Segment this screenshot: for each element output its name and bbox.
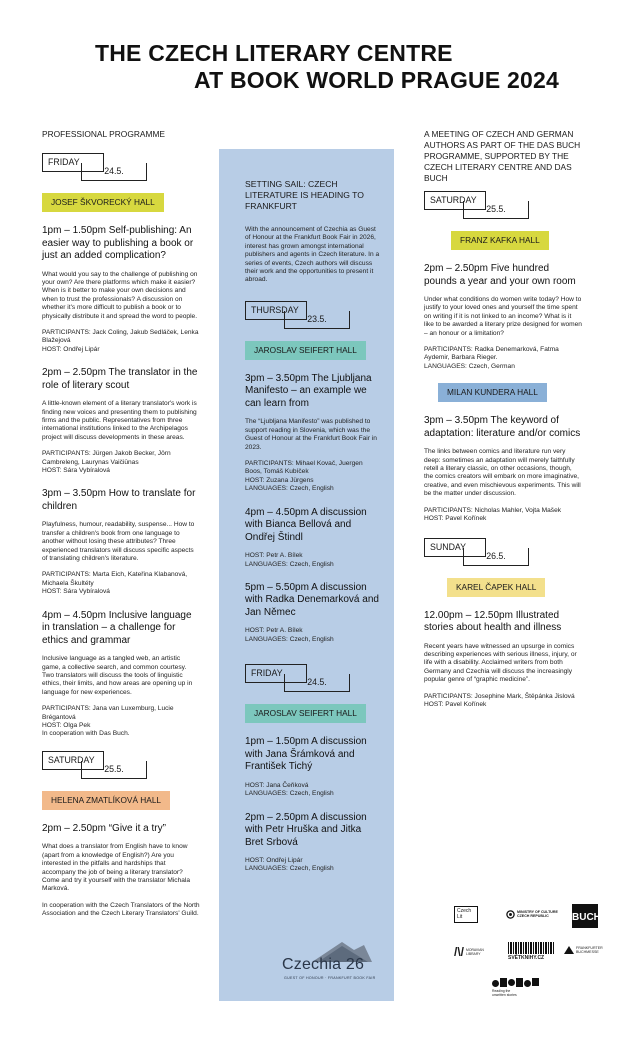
- day-name: FRIDAY: [245, 664, 307, 683]
- event-title: 2pm – 2.50pm “Give it a try”: [42, 822, 166, 834]
- event-participants: PARTICIPANTS: Radka Denemarková, Fatma Aydemir, Barbara Rieger. LANGUAGES: Czech, German: [424, 346, 559, 370]
- middle-heading: SETTING SAIL: CZECH LITERATURE IS HEADING TO FRANKFURT: [245, 179, 364, 211]
- event-item: [245, 812, 381, 874]
- day-box: [42, 153, 200, 184]
- buchmesse-mark-icon: [564, 946, 574, 954]
- event-participants: PARTICIPANTS: Marta Eich, Kateřina Klabanová, Michaela Škultéty HOST: Sára Vybíralová: [42, 571, 188, 596]
- czechia-26-logo: [272, 936, 402, 986]
- ministry-logo-text: MINISTRY OF CULTURE CZECH REPUBLIC: [517, 910, 558, 919]
- frankfurter-buchmesse-logo: [564, 946, 610, 955]
- czechia-logo-text: Czechia 26: [282, 956, 365, 973]
- event-participants: PARTICIPANTS: Nicholas Mahler, Vojta Mašek HOST: Pavel Kořínek: [424, 506, 562, 523]
- event-list: [245, 373, 381, 644]
- day-name: THURSDAY: [245, 301, 307, 320]
- event-item: [245, 507, 381, 569]
- reading-logo-text: Reading the unwritten stories: [492, 989, 517, 997]
- event-title: 2pm – 2.50pm A discussion with Petr Hruška and Jitka Bret Srbová: [245, 811, 367, 848]
- czech-lit-logo: [454, 906, 478, 923]
- event-item: [245, 373, 381, 494]
- event-participants: In cooperation with the Czech Translators of the North Association and the Czech Literary Translators' Guild.: [42, 901, 200, 918]
- event-item: [424, 263, 582, 371]
- event-description: Recent years have witnessed an upsurge in comics describing experiences with serious illness, injury, or life with a disability. Acclaimed writers from both Germany and Czechia will discuss the increasingly popular genre of “graphic medicine”.: [424, 642, 577, 684]
- event-participants: HOST: Ondřej Lipár LANGUAGES: Czech, English: [245, 857, 334, 873]
- event-title: 2pm – 2.50pm Five hundred pounds a year and your own room: [424, 263, 576, 287]
- event-item: [424, 415, 582, 523]
- day-box: [42, 751, 200, 782]
- event-participants: HOST: Jana Čeňková LANGUAGES: Czech, English: [245, 781, 334, 798]
- event-participants: HOST: Petr A. Bílek LANGUAGES: Czech, English: [245, 627, 334, 643]
- event-description: The “Ljubljana Manifesto” was published to support reading in Slovenia, which was the Guest of Honour at the Frankfurt Book Fair in 2023.: [245, 418, 377, 451]
- event-participants: PARTICIPANTS: Jana van Luxemburg, Lucie Brégantová HOST: Olga Pek In cooperation with Das Buch.: [42, 705, 174, 738]
- event-description: Under what conditions do women write today? How to justify to your loved ones and yourself the time spent on writing if it is not linked to an income? What is it like to be awarded a literary prize designed for women – an honour or a limitation?: [424, 296, 582, 337]
- day-name: SUNDAY: [424, 538, 486, 557]
- hall-label: JAROSLAV SEIFERT HALL: [245, 704, 366, 723]
- page-title-line-2: AT BOOK WORLD PRAGUE 2024: [194, 67, 559, 93]
- event-item: [42, 610, 200, 739]
- event-description: What does a translator from English have to know (apart from a knowledge of English?) Are you interested in the pitfalls and hardships that accompany the job of being a literary translator? Come and try it yourself with the translator Michala Marková.: [42, 843, 191, 893]
- event-item: [42, 367, 200, 475]
- svetknihy-logo-text: SVĚTKNIHY.CZ: [508, 955, 545, 961]
- event-title: 4pm – 4.50pm Inclusive language in translation – a challenge for ethics and grammar: [42, 609, 192, 646]
- event-item: [42, 488, 200, 596]
- day-date: 25.5.: [463, 201, 529, 219]
- event-participants: PARTICIPANTS: Jürgen Jakob Becker, Jörn Cambreleng, Laurynas Vaičiūnas HOST: Sára Vybíralová: [42, 450, 171, 474]
- event-item: [42, 225, 200, 354]
- hall-label: HELENA ZMATLÍKOVÁ HALL: [42, 791, 170, 810]
- day-date: 24.5.: [81, 163, 147, 181]
- page-title-line-1: THE CZECH LITERARY CENTRE: [95, 40, 453, 66]
- event-item: [424, 610, 582, 710]
- hall-label: JAROSLAV SEIFERT HALL: [245, 341, 366, 360]
- event-title: 3pm – 3.50pm How to translate for children: [42, 488, 196, 512]
- day-date: 23.5.: [284, 311, 350, 329]
- moravian-logo-text: MORAVIAN LIBRARY: [466, 948, 484, 956]
- ministry-of-culture-logo: [506, 910, 558, 919]
- event-title: 1pm – 1.50pm Self-publishing: An easier way to publishing a book or just an added complication?: [42, 225, 194, 261]
- event-title: 1pm – 1.50pm A discussion with Jana Šrámková and František Tichý: [245, 736, 367, 773]
- right-heading: A MEETING OF CZECH AND GERMAN AUTHORS AS PART OF THE DAS BUCH PROGRAMME, SUPPORTED BY THE CZECH LITERARY CENTRE AND DAS BUCH: [424, 129, 581, 183]
- reading-stories-logo: [492, 978, 548, 997]
- event-participants: PARTICIPANTS: Mihael Kovač, Juergen Boos, Tomáš Kubíček HOST: Zuzana Jürgens LANGUAGES: Czech, English: [245, 459, 363, 493]
- ministry-emblem-icon: [506, 910, 515, 919]
- event-description: The links between comics and literature run very deep: sometimes an adaptation will merely faithfully retell a literary classic, on other occasions, though, the comics creators will embark on more imaginative, creative, and even mischievous experiments. This will be the matter under discussion.: [424, 448, 581, 498]
- event-title: 3pm – 3.50pm The Ljubljana Manifesto – an example we can learn from: [245, 372, 372, 409]
- day-box: [424, 191, 582, 222]
- event-list: [42, 225, 200, 739]
- right-column: [424, 129, 582, 709]
- event-title: 12.00pm – 12.50pm Illustrated stories about health and illness: [424, 609, 562, 633]
- left-heading: PROFESSIONAL PROGRAMME: [42, 129, 166, 139]
- czechia-logo-subtitle: GUEST OF HONOUR · FRANKFURT BOOK FAIR: [284, 976, 376, 980]
- frankfurter-logo-text: FRANKFURTER BUCHMESSE: [576, 946, 603, 955]
- middle-intro: With the announcement of Czechia as Guest of Honour at the Frankfurt Book Fair in 2026, interest has grown amongst international publishers and agents in Czech literature. In a series of events, Czech authors will discuss their work and the opportunities to present it abroad.: [245, 226, 380, 284]
- day-box: [245, 664, 381, 695]
- event-title: 3pm – 3.50pm The keyword of adaptation: literature and/or comics: [424, 415, 581, 439]
- czech-lit-logo-text: Czech Lit: [457, 908, 472, 920]
- das-buch-logo-text: BUCH: [572, 912, 601, 923]
- hall-label: KAREL ČAPEK HALL: [447, 578, 545, 597]
- middle-column: [219, 149, 394, 1001]
- day-box: [245, 301, 381, 332]
- event-title: 2pm – 2.50pm The translator in the role of literary scout: [42, 367, 198, 391]
- moravian-mark-icon: /\/: [454, 945, 465, 959]
- event-participants: PARTICIPANTS: Jack Coling, Jakub Sedláček, Lenka Blažejová HOST: Ondřej Lipár: [42, 328, 199, 353]
- event-list: [424, 263, 582, 371]
- day-name: SATURDAY: [424, 191, 486, 210]
- event-list: [42, 823, 200, 919]
- event-participants: HOST: Petr A. Bílek LANGUAGES: Czech, English: [245, 552, 334, 568]
- svetknihy-logo: [508, 942, 554, 961]
- day-box: [424, 538, 582, 569]
- event-item: [245, 582, 381, 644]
- hall-label: MILAN KUNDERA HALL: [438, 383, 547, 402]
- das-buch-logo: [572, 904, 601, 928]
- event-list: [424, 610, 582, 710]
- day-name: FRIDAY: [42, 153, 104, 172]
- day-date: 24.5.: [284, 674, 350, 692]
- event-description: A little-known element of a literary translator's work is finding new voices and presenting them to publishing firms and the public. Representatives from three international institutions linked to the Archipelagos project will discuss developments in these areas.: [42, 400, 197, 441]
- event-item: [245, 736, 381, 798]
- event-title: 5pm – 5.50pm A discussion with Radka Denemarková and Jan Němec: [245, 581, 379, 618]
- hall-label: FRANZ KAFKA HALL: [451, 231, 549, 250]
- event-list: [424, 415, 582, 523]
- sponsor-logos: [452, 904, 612, 1004]
- barcode-icon: [508, 942, 554, 954]
- event-title: 4pm – 4.50pm A discussion with Bianca Bellová and Ondřej Štindl: [245, 506, 367, 543]
- event-description: Inclusive language as a tangled web, an artistic game, a collective search, and common courtesy. Two translators will discuss the tools of linguistic ethics, their limits, and how areas are opening up in language for new experiences.: [42, 655, 193, 696]
- event-list: [245, 736, 381, 874]
- reading-logo-mark-icon: [492, 978, 548, 988]
- day-name: SATURDAY: [42, 751, 104, 770]
- left-column: [42, 129, 200, 919]
- day-date: 26.5.: [463, 548, 529, 566]
- event-description: What would you say to the challenge of publishing on your own? Are there platforms which make it easier? When is it better to make your own decisions and when to trust the professionals? A discussion on whether it's more difficult to publish a book or to physically distribute it and spread the word to people.: [42, 270, 198, 320]
- event-item: [42, 823, 200, 919]
- event-description: Playfulness, humour, readability, suspense... How to transfer a children's book from one language to another without losing these attributes? Three experienced translators will discuss specific aspects of translating children's literature.: [42, 521, 195, 563]
- event-participants: PARTICIPANTS: Josephine Mark, Štěpánka Jislová HOST: Pavel Kořínek: [424, 692, 575, 708]
- hall-label: JOSEF ŠKVORECKÝ HALL: [42, 193, 164, 212]
- moravian-library-logo: [454, 946, 498, 958]
- day-date: 25.5.: [81, 761, 147, 779]
